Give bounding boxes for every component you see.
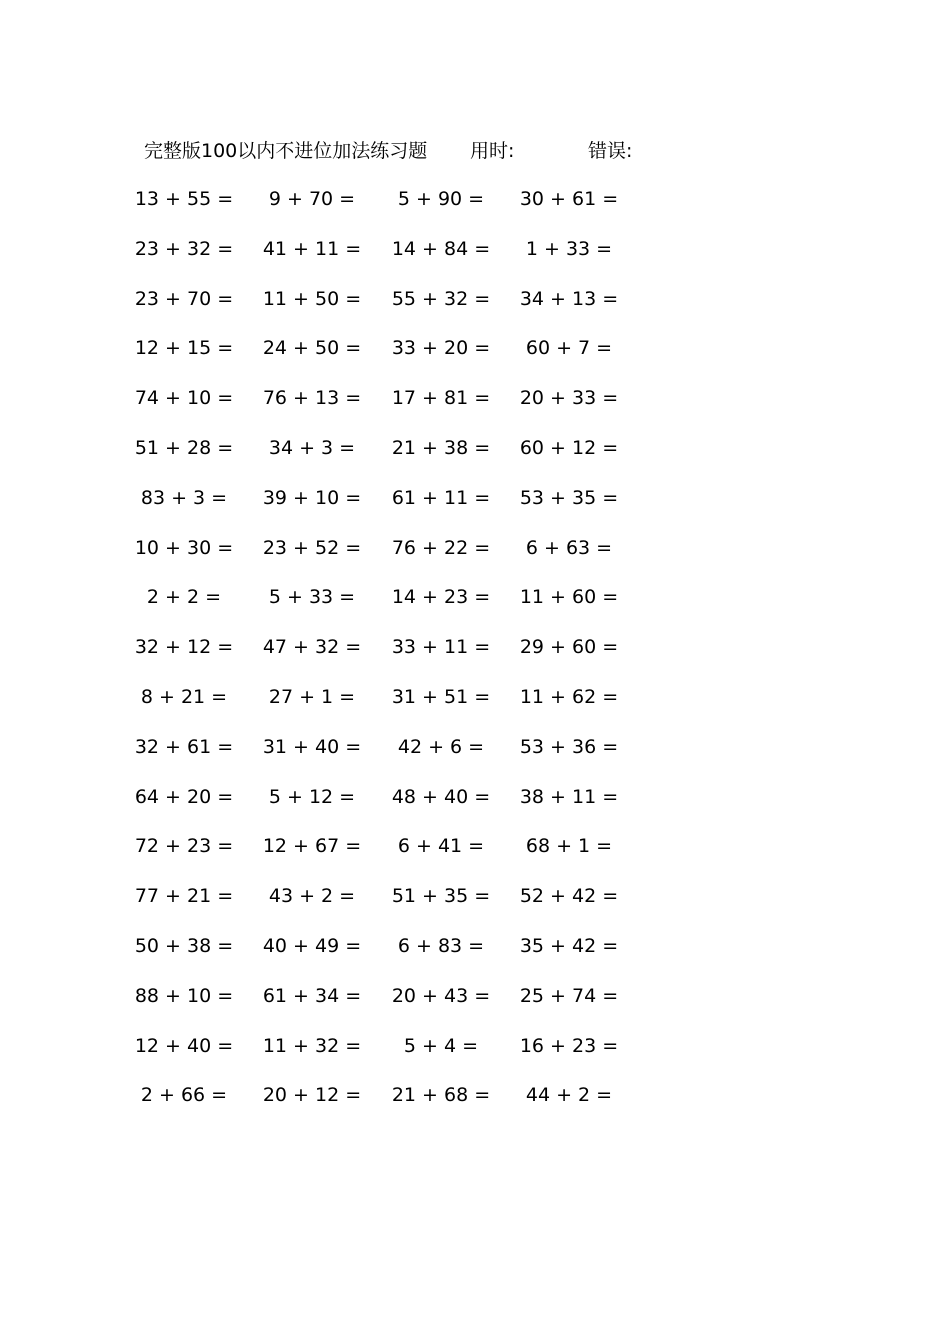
problem-2-3: 14 + 84 = — [391, 237, 491, 260]
problem-16-4: 35 + 42 = — [519, 935, 619, 957]
problem-19-1: 2 + 66 = — [140, 1084, 228, 1107]
problem-8-3: 76 + 22 = — [391, 536, 491, 559]
problem-10-4: 29 + 60 = — [519, 636, 619, 659]
problem-16-3: 6 + 83 = — [397, 935, 485, 957]
problem-11-4: 11 + 62 = — [519, 686, 619, 708]
problem-12-4: 53 + 36 = — [519, 735, 619, 758]
problem-5-3: 17 + 81 = — [391, 387, 491, 410]
worksheet-title: 完整版100以内不进位加法练习题 — [144, 140, 428, 162]
problem-5-1: 74 + 10 = — [134, 387, 234, 410]
problem-13-1: 64 + 20 = — [134, 785, 234, 808]
problem-3-4: 34 + 13 = — [519, 287, 619, 310]
problem-6-3: 21 + 38 = — [391, 437, 491, 459]
problem-18-1: 12 + 40 = — [134, 1034, 234, 1057]
problem-17-3: 20 + 43 = — [391, 984, 491, 1007]
problem-12-1: 32 + 61 = — [134, 735, 234, 758]
problem-6-4: 60 + 12 = — [519, 437, 619, 459]
problem-10-2: 47 + 32 = — [262, 636, 362, 659]
problem-6-1: 51 + 28 = — [134, 437, 234, 459]
problem-5-2: 76 + 13 = — [262, 387, 362, 410]
problem-9-4: 11 + 60 = — [519, 586, 619, 609]
problem-18-2: 11 + 32 = — [262, 1034, 362, 1057]
problem-8-4: 6 + 63 = — [525, 536, 613, 559]
problem-10-1: 32 + 12 = — [134, 636, 234, 659]
problem-5-4: 20 + 33 = — [519, 387, 619, 410]
time-label: 用时: — [470, 140, 515, 162]
problem-3-3: 55 + 32 = — [391, 287, 491, 310]
problem-9-2: 5 + 33 = — [268, 586, 356, 609]
problem-16-1: 50 + 38 = — [134, 935, 234, 957]
error-label: 错误: — [588, 140, 633, 162]
problem-10-3: 33 + 11 = — [391, 636, 491, 659]
problem-17-4: 25 + 74 = — [519, 984, 619, 1007]
problem-2-1: 23 + 32 = — [134, 237, 234, 260]
problem-15-2: 43 + 2 = — [268, 885, 356, 908]
problem-1-2: 9 + 70 = — [268, 188, 356, 210]
problem-7-4: 53 + 35 = — [519, 486, 619, 509]
problem-16-2: 40 + 49 = — [262, 935, 362, 957]
problem-15-4: 52 + 42 = — [519, 885, 619, 908]
problem-14-3: 6 + 41 = — [397, 835, 485, 858]
problem-14-4: 68 + 1 = — [525, 835, 613, 858]
problem-4-1: 12 + 15 = — [134, 337, 234, 360]
problem-17-2: 61 + 34 = — [262, 984, 362, 1007]
problem-18-3: 5 + 4 = — [403, 1034, 479, 1057]
problem-12-3: 42 + 6 = — [397, 735, 485, 758]
problem-4-4: 60 + 7 = — [525, 337, 613, 360]
problem-11-1: 8 + 21 = — [140, 686, 228, 708]
problem-13-3: 48 + 40 = — [391, 785, 491, 808]
problem-7-2: 39 + 10 = — [262, 486, 362, 509]
problem-1-4: 30 + 61 = — [519, 188, 619, 210]
problem-3-2: 11 + 50 = — [262, 287, 362, 310]
problem-9-1: 2 + 2 = — [146, 586, 222, 609]
problem-1-1: 13 + 55 = — [134, 188, 234, 210]
problem-2-4: 1 + 33 = — [525, 237, 613, 260]
problem-8-1: 10 + 30 = — [134, 536, 234, 559]
problem-6-2: 34 + 3 = — [268, 437, 356, 459]
problem-11-2: 27 + 1 = — [268, 686, 356, 708]
problem-14-2: 12 + 67 = — [262, 835, 362, 858]
problem-8-2: 23 + 52 = — [262, 536, 362, 559]
problem-12-2: 31 + 40 = — [262, 735, 362, 758]
problem-9-3: 14 + 23 = — [391, 586, 491, 609]
problem-7-3: 61 + 11 = — [391, 486, 491, 509]
problem-19-4: 44 + 2 = — [525, 1084, 613, 1107]
problem-7-1: 83 + 3 = — [140, 486, 228, 509]
problem-19-3: 21 + 68 = — [391, 1084, 491, 1107]
problem-11-3: 31 + 51 = — [391, 686, 491, 708]
problem-19-2: 20 + 12 = — [262, 1084, 362, 1107]
problem-13-2: 5 + 12 = — [268, 785, 356, 808]
problem-15-3: 51 + 35 = — [391, 885, 491, 908]
problem-1-3: 5 + 90 = — [397, 188, 485, 210]
problem-3-1: 23 + 70 = — [134, 287, 234, 310]
problem-17-1: 88 + 10 = — [134, 984, 234, 1007]
problem-15-1: 77 + 21 = — [134, 885, 234, 908]
problem-4-3: 33 + 20 = — [391, 337, 491, 360]
problem-2-2: 41 + 11 = — [262, 237, 362, 260]
problem-4-2: 24 + 50 = — [262, 337, 362, 360]
problem-13-4: 38 + 11 = — [519, 785, 619, 808]
problem-18-4: 16 + 23 = — [519, 1034, 619, 1057]
problem-14-1: 72 + 23 = — [134, 835, 234, 858]
